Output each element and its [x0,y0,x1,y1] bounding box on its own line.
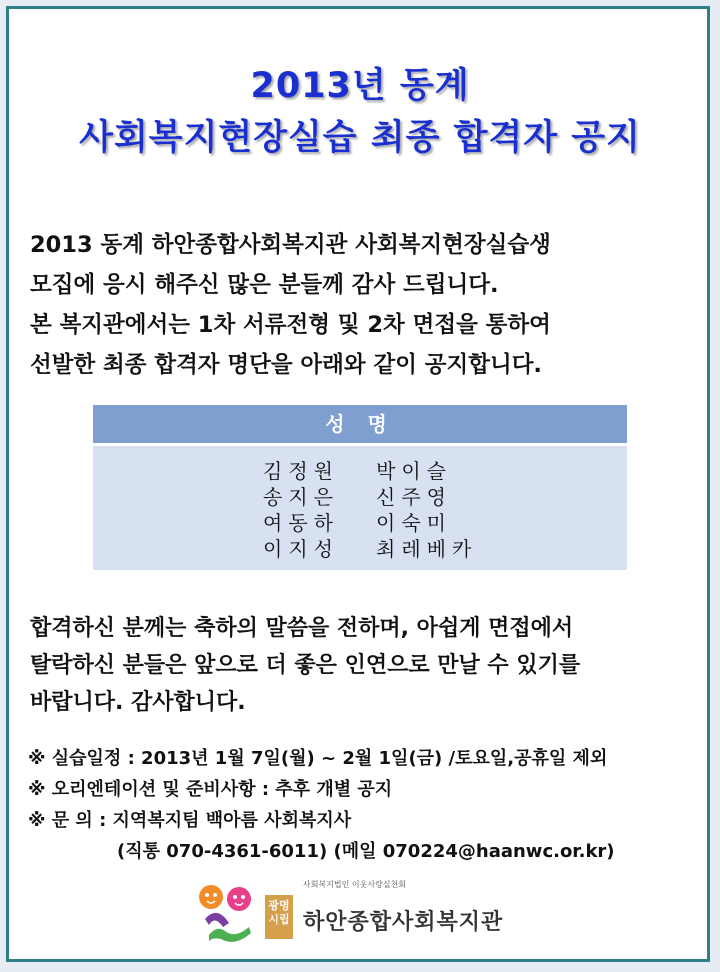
intro-line: 선발한 최종 합격자 명단을 아래와 같이 공지합니다. [30,352,542,378]
name-cell: 송지은 [263,485,339,509]
note-inquiry: ※ 문 의 : 지역복지팀 백아름 사회복지사 [28,810,352,831]
closing-line: 탈락하신 분들은 앞으로 더 좋은 인연으로 만날 수 있기를 [30,653,581,678]
title-line-2: 사회복지현장실습 최종 합격자 공지 [79,118,641,158]
notes-list [28,743,698,836]
intro-line: 본 복지관에서는 1차 서류전형 및 2차 면접을 통하여 [30,312,551,338]
name-column-right [376,458,477,562]
name-cell: 신주영 [376,485,452,509]
note-orientation: ※ 오리엔테이션 및 준비사항 : 추후 개별 공지 [28,779,393,800]
name-table-header: 성 명 [93,405,627,443]
intro-paragraph [30,225,700,385]
name-table-body [93,446,627,570]
organization-logo [195,875,525,945]
closing-paragraph [30,610,700,721]
note-schedule: ※ 실습일정 : 2013년 1월 7일(월) ~ 2월 1일(금) /토요일,공휴일 제외 [28,748,608,769]
name-cell: 이숙미 [376,511,452,535]
people-logo-icon [195,875,265,945]
name-cell: 최레베카 [376,537,478,561]
logo-badge: 광명시립 [265,895,293,939]
name-cell: 박이슬 [376,459,452,483]
intro-line: 모집에 응시 해주신 많은 분들께 감사 드립니다. [30,272,499,298]
name-cell: 이지성 [263,537,339,561]
name-column-left [263,458,339,562]
logo-name: 하안종합사회복지관 [303,910,504,935]
name-cell: 여동하 [263,511,339,535]
closing-line: 바랍니다. 감사합니다. [30,690,246,715]
name-cell: 김정원 [263,459,339,483]
closing-line: 합격하신 분께는 축하의 말씀을 전하며, 아쉽게 면접에서 [30,616,574,641]
title-line-1: 2013년 동계 [250,66,470,106]
intro-line: 2013 동계 하안종합사회복지관 사회복지현장실습생 [30,232,551,258]
logo-subtitle: 사회복지법인 이웃사랑실천회 [303,880,407,889]
contact-info: (직통 070-4361-6011) (메일 070224@haanwc.or.kr) [117,841,615,862]
